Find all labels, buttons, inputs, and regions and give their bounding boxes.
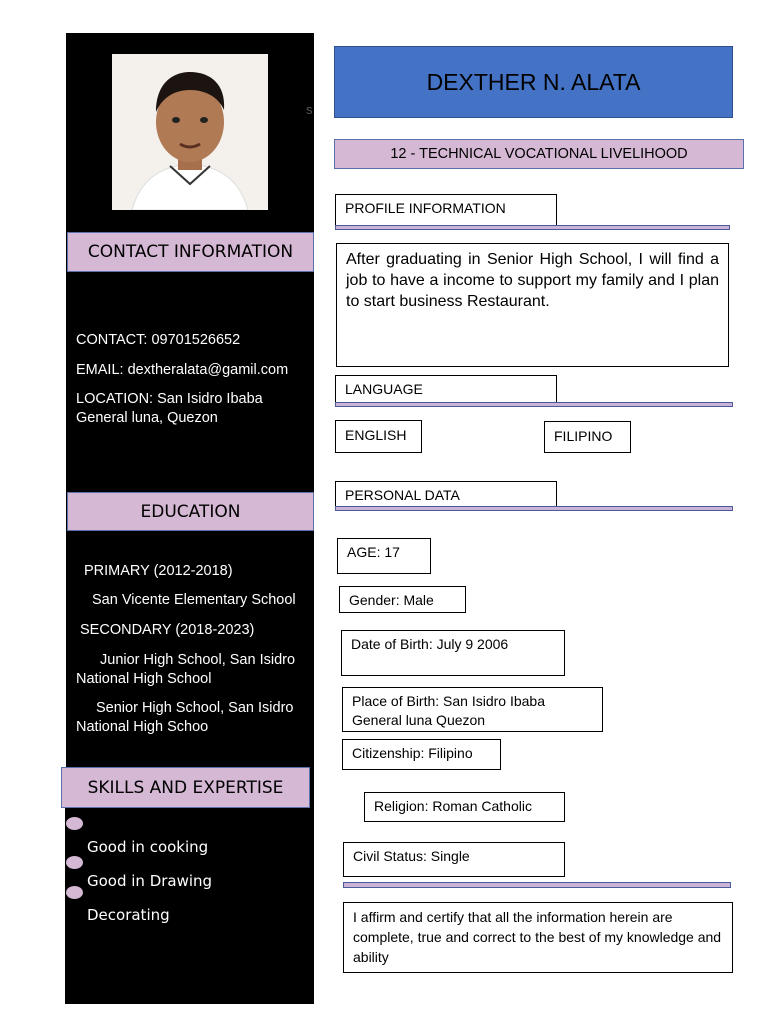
bullet-icon — [66, 886, 83, 899]
contact-header: CONTACT INFORMATION — [67, 232, 314, 272]
person-portrait-icon — [112, 54, 268, 210]
personal-civil-status: Civil Status: Single — [343, 842, 565, 877]
personal-data-header: PERSONAL DATA — [335, 481, 557, 508]
contact-phone: CONTACT: 09701526652 — [76, 332, 241, 348]
stray-character: s — [306, 102, 313, 117]
bullet-icon — [66, 817, 83, 830]
name-title: DEXTHER N. ALATA — [334, 46, 733, 118]
strand-label: 12 - TECHNICAL VOCATIONAL LIVELIHOOD — [334, 139, 744, 169]
skill-item: Good in Drawing — [87, 872, 213, 890]
profile-photo — [112, 54, 268, 210]
skills-header: SKILLS AND EXPERTISE — [61, 767, 310, 808]
personal-dob: Date of Birth: July 9 2006 — [341, 630, 565, 676]
skill-item: Good in cooking — [87, 838, 209, 856]
divider-line — [343, 882, 731, 888]
divider-line — [335, 402, 733, 407]
personal-pob: Place of Birth: San Isidro Ibaba General luna Quezon — [342, 687, 603, 732]
education-secondary: SECONDARY (2018-2023) — [80, 622, 255, 638]
personal-age: AGE: 17 — [337, 538, 431, 574]
personal-citizenship: Citizenship: Filipino — [342, 739, 501, 770]
language-header: LANGUAGE — [335, 375, 557, 403]
contact-location: LOCATION: San Isidro Ibaba General luna, Quezon — [76, 391, 263, 426]
language-filipino: FILIPINO — [544, 421, 631, 453]
profile-header: PROFILE INFORMATION — [335, 194, 557, 226]
education-jhs: Junior High School, San Isidro National High School — [76, 652, 296, 687]
education-primary-school: San Vicente Elementary School — [92, 592, 296, 608]
language-english: ENGLISH — [335, 420, 422, 453]
personal-religion: Religion: Roman Catholic — [364, 792, 565, 822]
divider-line — [335, 225, 730, 230]
profile-text: After graduating in Senior High School, I will find a job to have a income to support my family and I plan to start business Restaurant. — [336, 243, 729, 367]
affirmation-text: I affirm and certify that all the information herein are complete, true and correct to the best of my knowledge and ability — [343, 902, 733, 973]
personal-gender: Gender: Male — [339, 586, 466, 613]
contact-email: EMAIL: dextheralata@gamil.com — [76, 362, 289, 378]
bullet-icon — [66, 856, 83, 869]
skill-item: Decorating — [87, 906, 170, 924]
divider-line — [335, 506, 733, 511]
education-header: EDUCATION — [67, 492, 314, 531]
education-primary: PRIMARY (2012-2018) — [84, 563, 233, 579]
education-shs: Senior High School, San Isidro National High Schoo — [76, 700, 294, 735]
